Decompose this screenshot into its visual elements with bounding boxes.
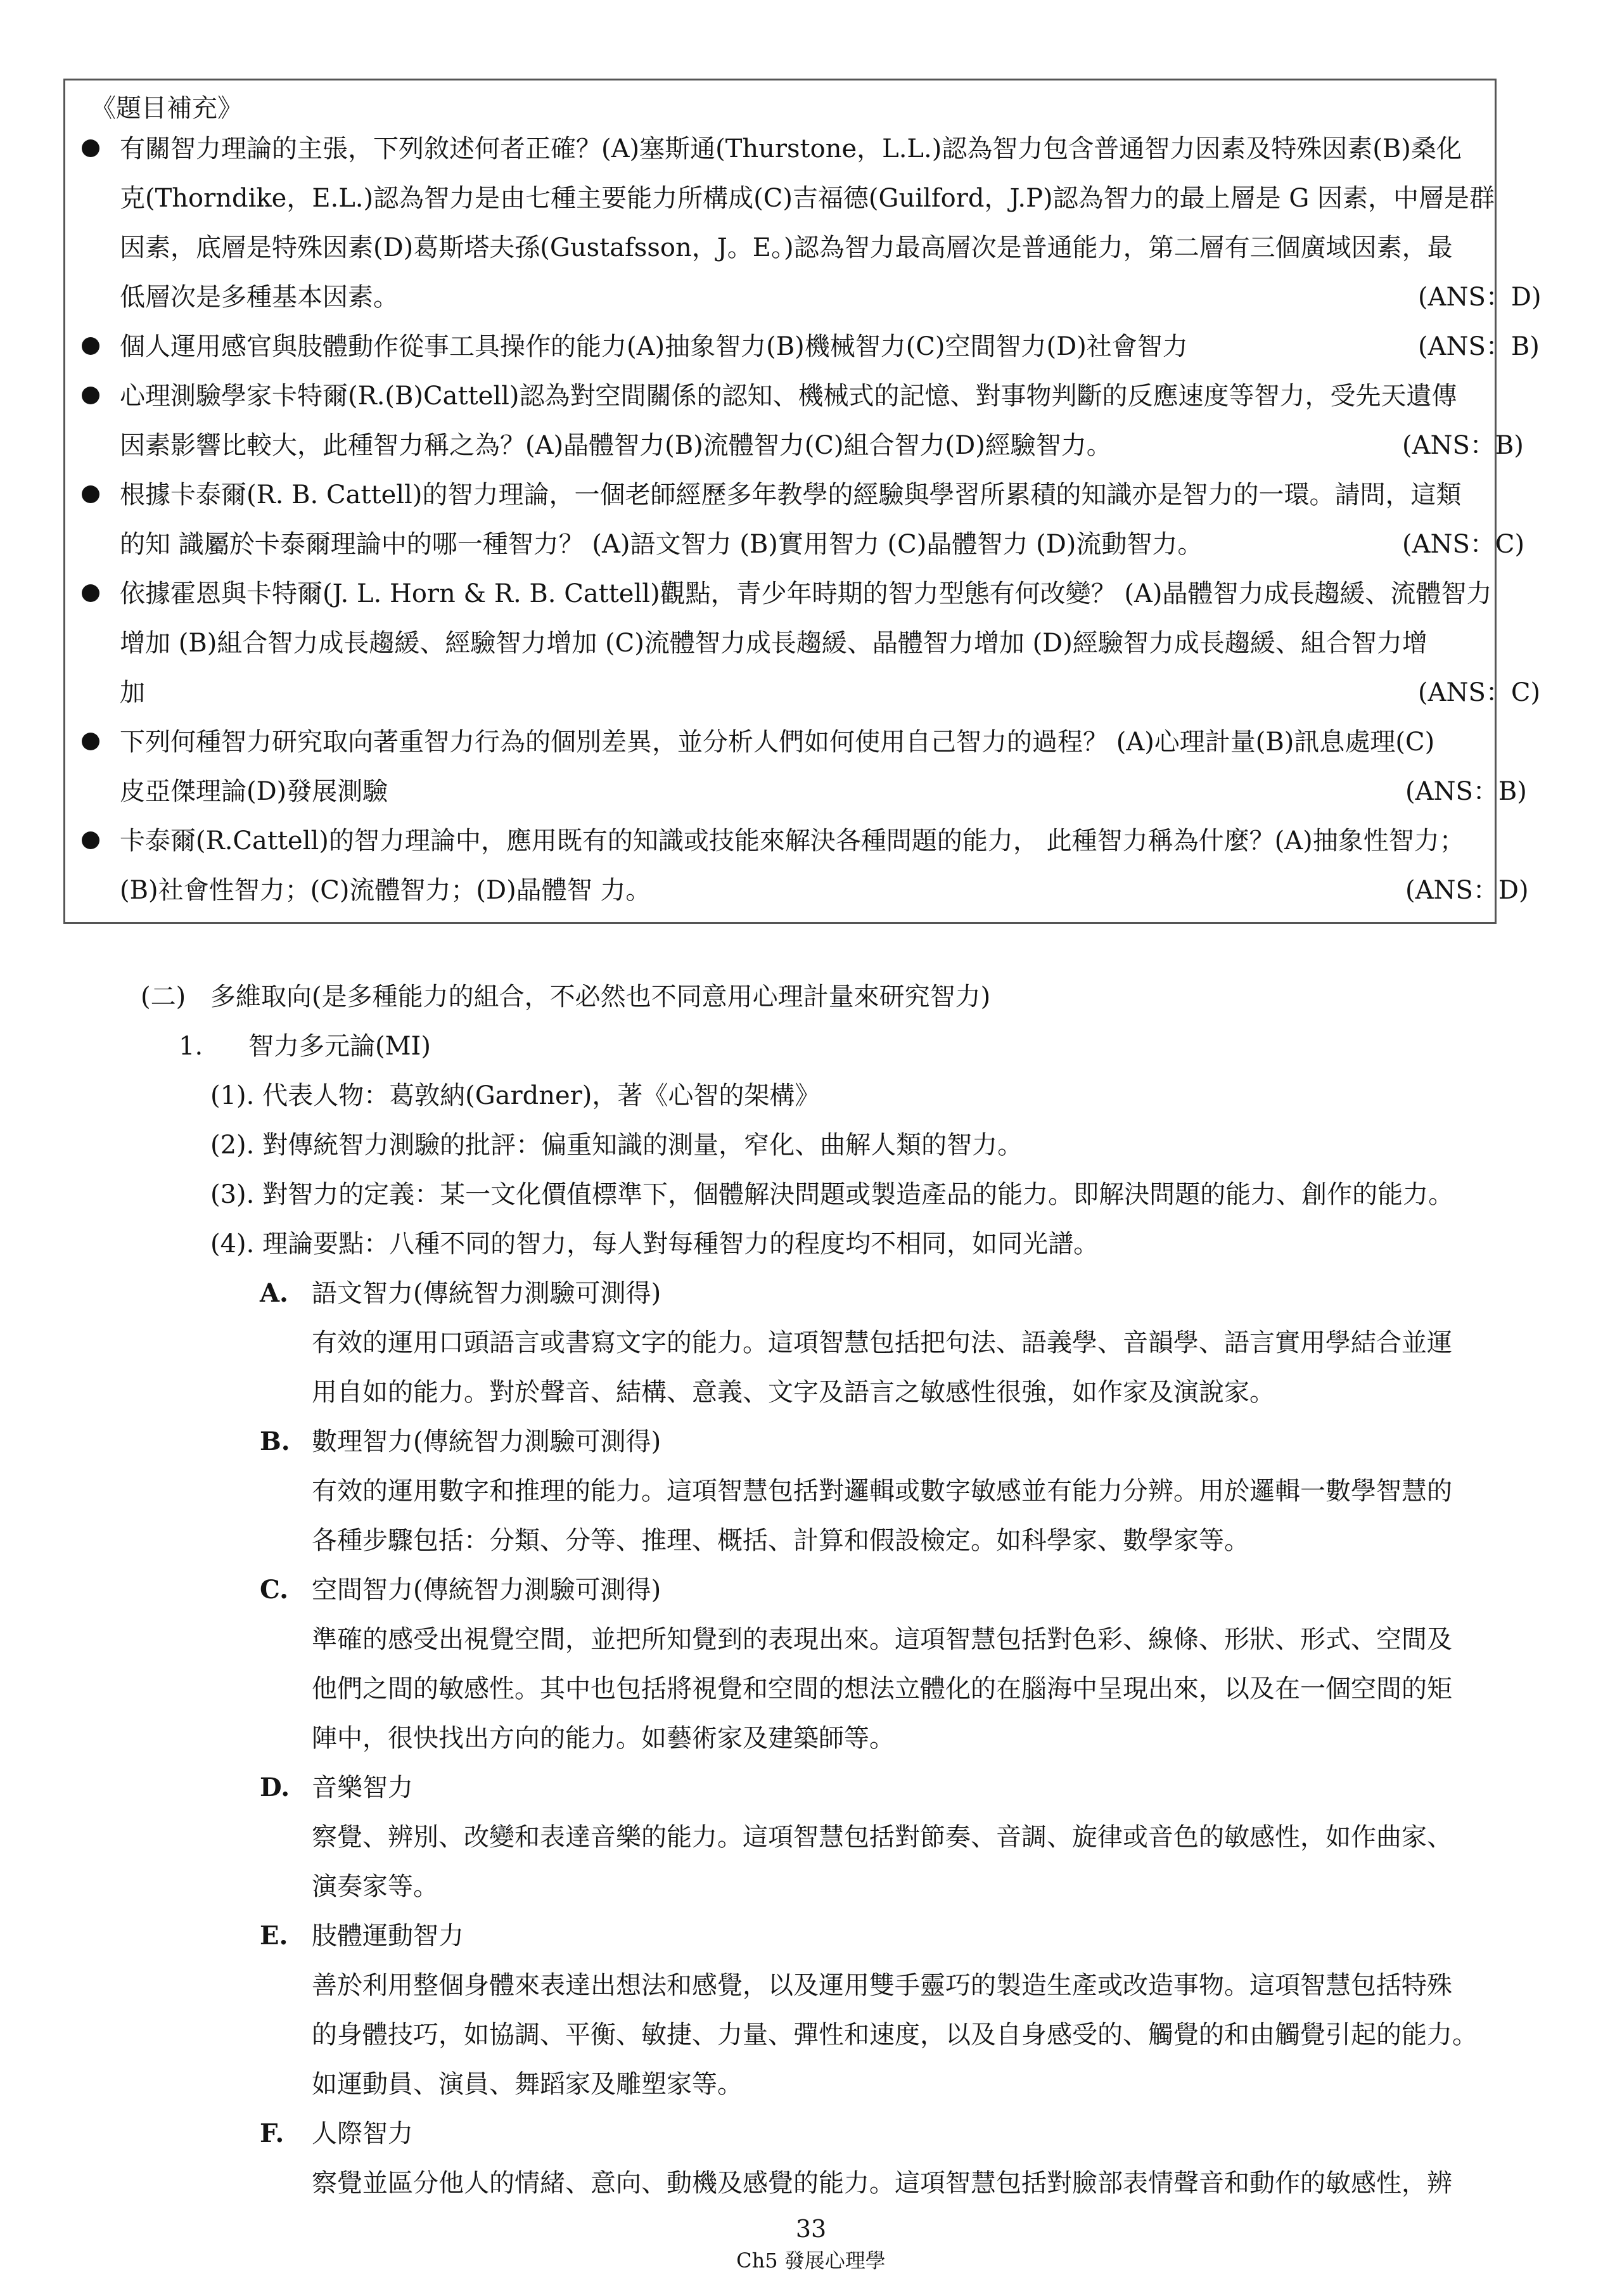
question-supplement-box [63, 79, 1542, 924]
question-3-answer: (ANS：B) [1402, 431, 1524, 460]
question-2-answer: (ANS：B) [1418, 332, 1540, 361]
question-2-line: 個人運用感官與肢體動作從事工具操作的能力(A)抽象智力(B)機械智力(C)空間智力(D)社會智力 [120, 332, 1188, 361]
intelligence-title: 數理智力(傳統智力測驗可測得) [312, 1427, 661, 1456]
bullet-icon [82, 337, 99, 355]
subsection-title: 智力多元論(MI) [248, 1032, 431, 1061]
question-7-answer: (ANS：D) [1405, 876, 1529, 905]
intelligence-letter: D. [260, 1773, 290, 1802]
question-5-line: 加 [120, 678, 145, 707]
page-number: 33 [795, 2215, 827, 2243]
question-3-line: 因素影響比較大，此種智力稱之為？(A)晶體智力(B)流體智力(C)組合智力(D)經驗智力。 [120, 431, 1112, 460]
point-item: (1). 代表人物：葛敦納(Gardner)，著《心智的架構》 [210, 1081, 821, 1110]
question-6-answer: (ANS：B) [1405, 777, 1527, 806]
section-heading: 多維取向(是多種能力的組合，不必然也不同意用心理計量來研究智力) [210, 982, 991, 1011]
intelligence-description: 陣中，很快找出方向的能力。如藝術家及建築師等。 [312, 1724, 895, 1753]
bullet-icon [82, 733, 99, 750]
bullet-icon [82, 584, 99, 602]
question-1-line: 低層次是多種基本因素。 [120, 283, 399, 312]
intelligence-title: 音樂智力 [312, 1773, 413, 1802]
supplement-title: 《題目補充》 [91, 94, 243, 123]
intelligence-description: 他們之間的敏感性。其中也包括將視覺和空間的想法立體化的在腦海中呈現出來，以及在一個空間的矩 [312, 1674, 1452, 1703]
question-7-line: (B)社會性智力；(C)流體智力；(D)晶體智 力。 [120, 876, 651, 905]
intelligence-description: 察覺並區分他人的情緒、意向、動機及感覺的能力。這項智慧包括對臉部表情聲音和動作的敏感性，辨 [312, 2169, 1452, 2198]
intelligence-description: 察覺、辨別、改變和表達音樂的能力。這項智慧包括對節奏、音調、旋律或音色的敏感性，如作曲家、 [312, 1823, 1452, 1852]
question-1-line: 克(Thorndike，E.L.)認為智力是由七種主要能力所構成(C)吉福德(Guilford，J.P)認為智力的最上層是 G 因素，中層是群 [120, 184, 1495, 213]
bullet-icon [82, 831, 99, 849]
question-6-line: 皮亞傑理論(D)發展測驗 [120, 777, 388, 806]
intelligence-title: 空間智力(傳統智力測驗可測得) [312, 1575, 661, 1605]
intelligence-description: 有效的運用數字和推理的能力。這項智慧包括對邏輯或數字敏感並有能力分辨。用於邏輯一數學智慧的 [312, 1477, 1452, 1506]
bullet-icon [82, 139, 99, 157]
intelligence-description: 善於利用整個身體來表達出想法和感覺，以及運用雙手靈巧的製造生產或改造事物。這項智慧包括特殊 [312, 1971, 1452, 2000]
question-3-line: 心理測驗學家卡特爾(R.(B)Cattell)認為對空間關係的認知、機械式的記憶、對事物判斷的反應速度等智力，受先天遺傳 [120, 382, 1457, 411]
intelligence-letter: C. [260, 1575, 289, 1605]
question-7-line: 卡泰爾(R.Cattell)的智力理論中，應用既有的知識或技能來解決各種問題的能力， 此種智力稱為什麼？(A)抽象性智力； [120, 826, 1465, 856]
question-5-answer: (ANS：C) [1418, 678, 1541, 707]
bullet-icon [82, 485, 99, 503]
question-1-line: 因素，底層是特殊因素(D)葛斯塔夫孫(Gustafsson，J。E。)認為智力最高層次是普通能力，第二層有三個廣域因素，最 [120, 233, 1453, 262]
intelligence-description: 準確的感受出視覺空間，並把所知覺到的表現出來。這項智慧包括對色彩、線條、形狀、形式、空間及 [312, 1625, 1452, 1654]
question-6-line: 下列何種智力研究取向著重智力行為的個別差異，並分析人們如何使用自己智力的過程？ (A)心理計量(B)訊息處理(C) [120, 728, 1435, 757]
question-5-line: 增加 (B)組合智力成長趨緩、經驗智力增加 (C)流體智力成長趨緩、晶體智力增加 (D)經驗智力成長趨緩、組合智力增 [120, 629, 1427, 658]
point-item: (2). 對傳統智力測驗的批評：偏重知識的測量，窄化、曲解人類的智力。 [210, 1131, 1023, 1160]
intelligence-title: 人際智力 [312, 2119, 413, 2148]
question-4-line: 的知 識屬於卡泰爾理論中的哪一種智力？ (A)語文智力 (B)實用智力 (C)晶體智力 (D)流動智力。 [120, 530, 1203, 559]
intelligence-description: 用自如的能力。對於聲音、結構、意義、文字及語言之敏感性很強，如作家及演說家。 [312, 1378, 1275, 1407]
intelligence-letter: B. [260, 1427, 290, 1456]
intelligence-letter: F. [260, 2119, 284, 2148]
intelligence-description: 有效的運用口頭語言或書寫文字的能力。這項智慧包括把句法、語義學、音韻學、語言實用學結合並運 [312, 1328, 1452, 1357]
chapter-footer: Ch5 發展心理學 [736, 2248, 886, 2273]
intelligence-letter: A. [260, 1278, 288, 1308]
intelligence-description: 的身體技巧，如協調、平衡、敏捷、力量、彈性和速度，以及自身感受的、觸覺的和由觸覺引起的能力。 [312, 2020, 1478, 2049]
point-item: (3). 對智力的定義：某一文化價值標準下，個體解決問題或製造產品的能力。即解決問題的能力、創作的能力。 [210, 1180, 1454, 1209]
point-item: (4). 理論要點：八種不同的智力，每人對每種智力的程度均不相同，如同光譜。 [210, 1229, 1099, 1259]
section-number: (二) [141, 982, 186, 1011]
question-1-answer: (ANS：D) [1418, 283, 1542, 312]
intelligence-description: 演奏家等。 [312, 1872, 438, 1901]
intelligence-title: 肢體運動智力 [312, 1921, 464, 1951]
question-4-line: 根據卡泰爾(R. B. Cattell)的智力理論，一個老師經歷多年教學的經驗與學習所累積的知識亦是智力的一環。請問，這類 [120, 480, 1462, 510]
question-1-line: 有關智力理論的主張，下列敘述何者正確？(A)塞斯通(Thurstone，L.L.)認為智力包含普通智力因素及特殊因素(B)桑化 [120, 134, 1462, 164]
question-4-answer: (ANS：C) [1402, 530, 1525, 559]
intelligence-description: 各種步驟包括：分類、分等、推理、概括、計算和假設檢定。如科學家、數學家等。 [312, 1526, 1249, 1555]
intelligence-letter: E. [260, 1921, 288, 1951]
intelligence-description: 如運動員、演員、舞蹈家及雕塑家等。 [312, 2070, 743, 2099]
bullet-icon [82, 387, 99, 404]
question-5-line: 依據霍恩與卡特爾(J. L. Horn & R. B. Cattell)觀點，青少年時期的智力型態有何改變？ (A)晶體智力成長趨緩、流體智力 [120, 579, 1492, 608]
intelligence-title: 語文智力(傳統智力測驗可測得) [312, 1279, 661, 1308]
subsection-number: 1. [179, 1032, 203, 1061]
